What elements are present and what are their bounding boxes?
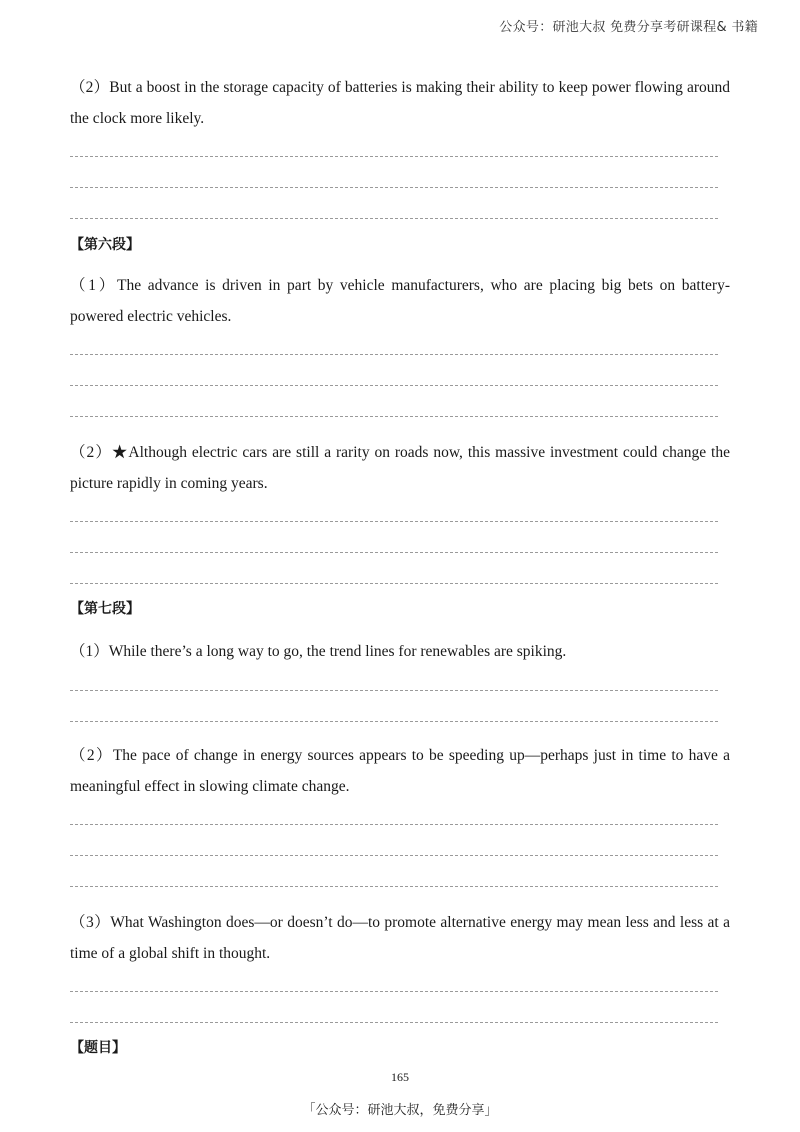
- answer-line: [70, 721, 718, 722]
- paragraph-7-sentence-1: （1）While there’s a long way to go, the trend lines for renewables are spiking.: [70, 643, 567, 660]
- paragraph-6-sentence-1: （1）The advance is driven in part by vehicle manufacturers, who are placing big bets on battery-powered electric vehicles.: [70, 277, 730, 325]
- page-header-watermark: 公众号：研池大叔 免费分享考研课程& 书籍: [499, 20, 758, 35]
- section-heading-7: 【第七段】: [70, 601, 140, 617]
- answer-line: [70, 991, 718, 992]
- answer-line: [70, 552, 718, 553]
- answer-line: [70, 354, 718, 355]
- answer-line: [70, 218, 718, 219]
- answer-line: [70, 187, 718, 188]
- paragraph-7-sentence-2: （2）The pace of change in energy sources appears to be speeding up—perhaps just in time to have a meaningful effect in slowing climate change.: [70, 747, 730, 795]
- section-heading-questions: 【题目】: [70, 1040, 126, 1056]
- answer-line: [70, 1022, 718, 1023]
- answer-line: [70, 824, 718, 825]
- answer-line: [70, 583, 718, 584]
- page-number: 165: [391, 1070, 409, 1084]
- paragraph-6-sentence-2: （2）★Although electric cars are still a rarity on roads now, this massive investment could change the picture rapidly in coming years.: [70, 444, 730, 492]
- paragraph-5-sentence-2: （2）But a boost in the storage capacity of batteries is making their ability to keep power flowing around the clock more likely.: [70, 79, 730, 127]
- page-footer-watermark: 「公众号：研池大叔，免费分享」: [302, 1103, 498, 1118]
- paragraph-7-sentence-3: （3）What Washington does—or doesn’t do—to promote alternative energy may mean less and less at a time of a global shift in thought.: [70, 914, 730, 962]
- answer-line: [70, 521, 718, 522]
- answer-line: [70, 416, 718, 417]
- section-heading-6: 【第六段】: [70, 237, 140, 253]
- answer-line: [70, 886, 718, 887]
- answer-line: [70, 690, 718, 691]
- answer-line: [70, 385, 718, 386]
- answer-line: [70, 156, 718, 157]
- answer-line: [70, 855, 718, 856]
